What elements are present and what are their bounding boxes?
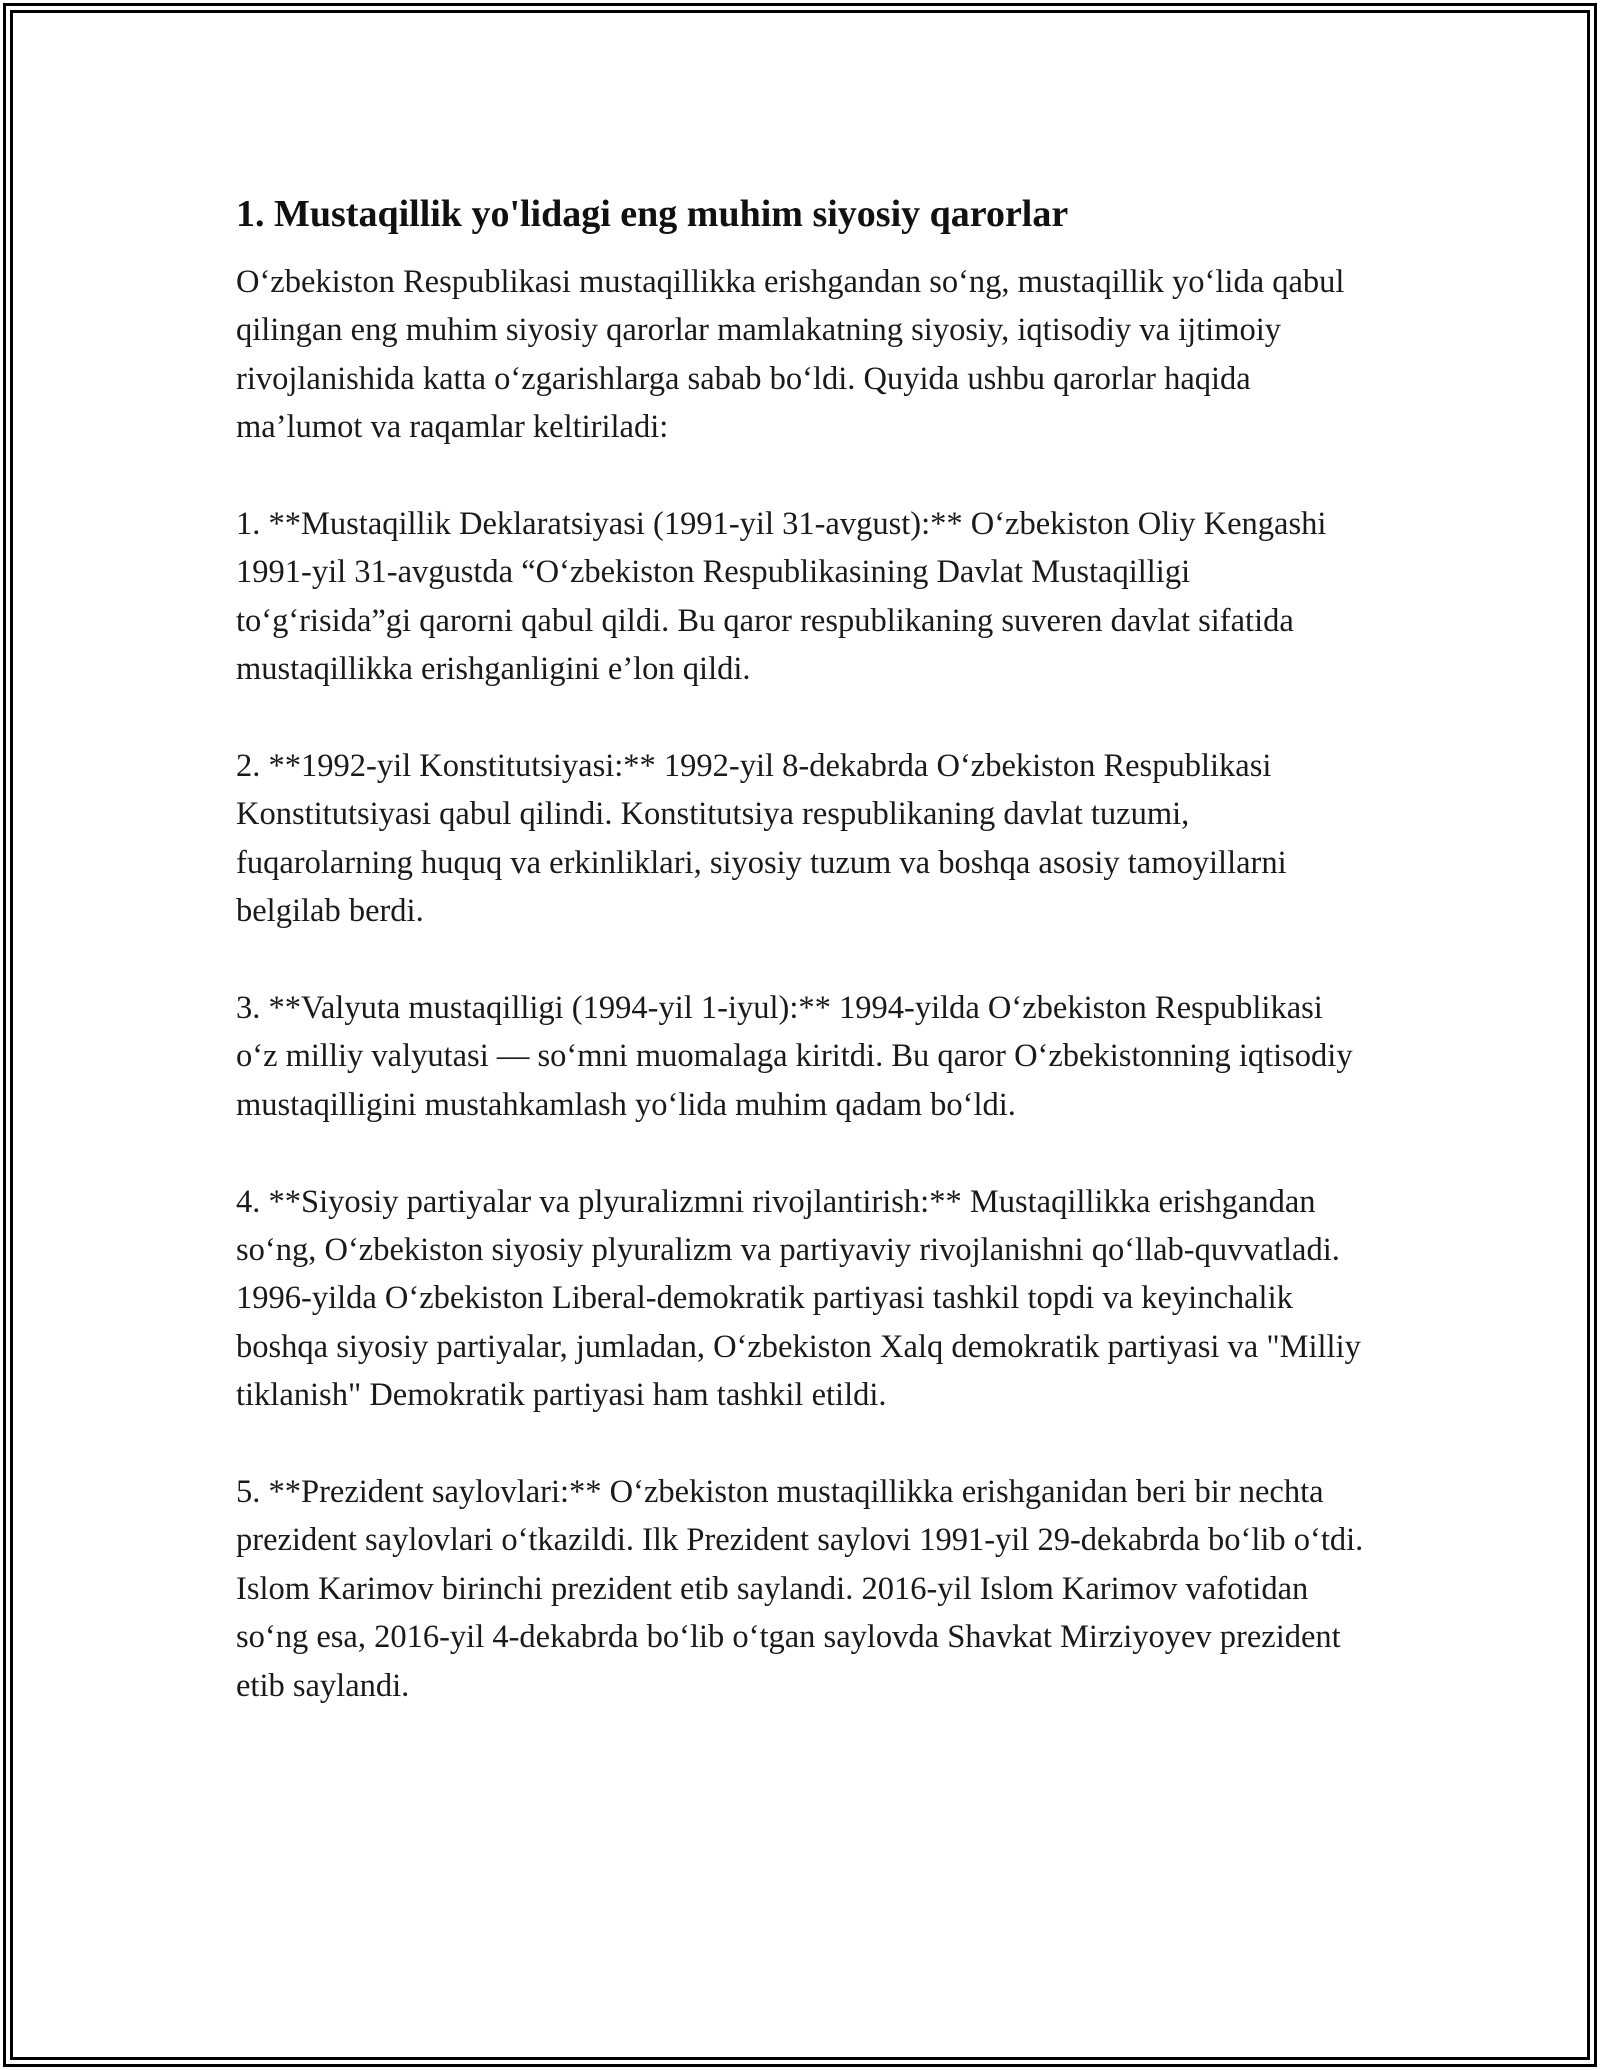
list-item-political-parties: 4. **Siyosiy partiyalar va plyuralizmni rivojlantirish:** Mustaqillikka erishgandan so‘ng, O‘zbekiston siyosiy plyuralizm va partiyaviy rivojlanishni qo‘llab-quvvatladi. 1996-yilda O‘zbekiston Liberal-demokratik partiyasi tashkil topdi va keyinchalik boshqa siyosiy partiyalar, jumladan, O‘zbekiston Xalq demokratik partiyasi va "Milliy tiklanish" Demokratik partiyasi ham tashkil etildi. [236, 1183, 1361, 1414]
list-item-constitution: 2. **1992-yil Konstitutsiyasi:** 1992-yil 8-dekabrda O‘zbekiston Respublikasi Konstitutsiyasi qabul qilindi. Konstitutsiya respublikaning davlat tuzumi, fuqarolarning huquq va erkinliklari, siyosiy tuzum va boshqa asosiy tamoyillarni belgilab berdi. [236, 748, 1287, 930]
document-title: 1. Mustaqillik yo'lidagi eng muhim siyosiy qarorlar [236, 193, 1069, 235]
list-item-presidential-elections: 5. **Prezident saylovlari:** O‘zbekiston mustaqillikka erishganidan beri bir nechta prezident saylovlari o‘tkazildi. Ilk Prezident saylovi 1991-yil 29-dekabrda bo‘lib o‘tdi. Islom Karimov birinchi prezident etib saylandi. 2016-yil Islom Karimov vafotidan so‘ng esa, 2016-yil 4-dekabrda bo‘lib o‘tgan saylovda Shavkat Mirziyoyev prezident etib saylandi. [236, 1474, 1364, 1704]
intro-paragraph: O‘zbekiston Respublikasi mustaqillikka erishgandan so‘ng, mustaqillik yo‘lida qabul qilingan eng muhim siyosiy qarorlar mamlakatning siyosiy, iqtisodiy va ijtimoiy rivojlanishida katta o‘zgarishlarga sabab bo‘ldi. Quyida ushbu qarorlar haqida ma’lumot va raqamlar keltiriladi: [236, 264, 1345, 446]
list-item-currency: 3. **Valyuta mustaqilligi (1994-yil 1-iyul):** 1994-yilda O‘zbekiston Respublikasi o‘z milliy valyutasi — so‘mni muomalaga kiritdi. Bu qaror O‘zbekistonning iqtisodiy mustaqilligini mustahkamlash yo‘lida muhim qadam bo‘ldi. [236, 990, 1353, 1123]
document-body [236, 188, 1366, 1710]
list-item-declaration: 1. **Mustaqillik Deklaratsiyasi (1991-yil 31-avgust):** O‘zbekiston Oliy Kengashi 1991-yil 31-avgustda “O‘zbekiston Respublikasining Davlat Mustaqilligi to‘g‘risida”gi qarorni qabul qildi. Bu qaror respublikaning suveren davlat sifatida mustaqillikka erishganligini e’lon qildi. [236, 506, 1327, 688]
